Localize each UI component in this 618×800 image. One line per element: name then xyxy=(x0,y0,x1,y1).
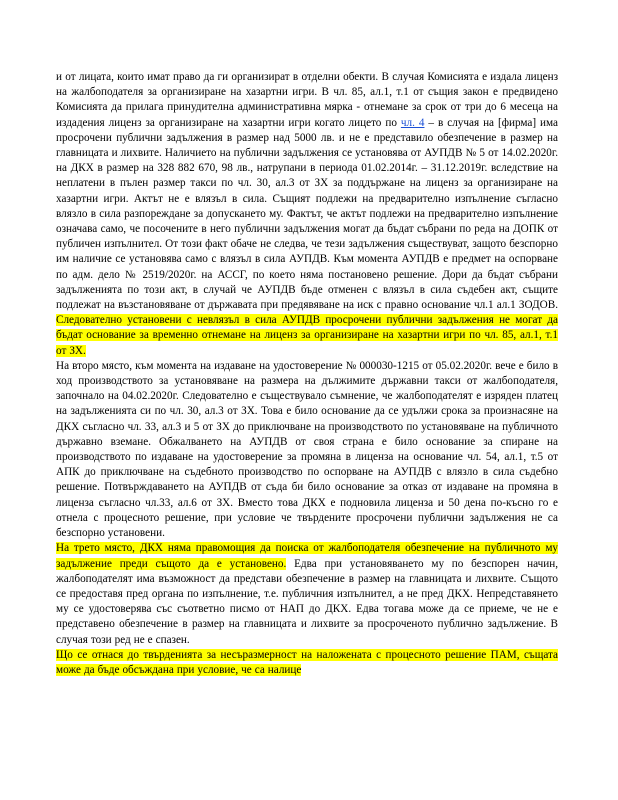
law-article-link[interactable]: чл. 4 xyxy=(400,116,425,129)
paragraph-text: Едва при установяването му по безспорен начин, жалбоподателят има възможност да представи обезпечение в размер на главницата и лихвите. Същото се предоставя пред органа по изпълнение, т.е. публичния изпълнител, а не пред ДКХ. Непредставянето му се удостоверява със съответно писмо от НАП до ДКХ. Едва тогава може да се приеме, че не е представено обезпечение в размер на главницата и лихвите за просроченото публично задължение. В случая този ред не е спазен. xyxy=(56,557,558,646)
paragraph-license-revocation xyxy=(56,70,558,359)
paragraph-text: и от лицата, които имат право да ги организират в отделни обекти. В случая Комисията е издала лиценз на жалбоподателя за организиране на хазартни игри. В чл. 85, ал.1, т.1 от същия закон е предвидено Комисията да прилага принудителна административна мярка - отнемане за срок от три до 6 месеца на издадения лиценз за организиране на хазартни игри когато лицето по xyxy=(56,71,558,129)
paragraph-text: – в случая на [фирма] има просрочени публични задължения в размер над 5000 лв. и не е представило обезпечение в размер на главницата и лихвите. Наличието на публични задължения се установява от АУПДВ № 5 от 14.02.2020г. на ДКХ в размер на 328 882 670, 98 лв., натрупани в периода 01.02.2014г. – 31.12.2019г. вследствие на неплатени в пълен размер такси по чл. 30, ал.3 от ЗХ за поддържане на лиценз за организиране на хазартни игри. Актът не е влязъл в сила. Същият подлежи на предварително изпълнение съгласно влязло в сила разпореждане за допускането му. Фактът, че актът подлежи на предварително изпълнение означава само, че посочените в него публични задължения могат да бъдат събрани по реда на ДОПК от публичен изпълнител. От този факт обаче не следва, че тези задължения съществуват, защото безспорно им наличие се установява само с влязъл в сила АУПДВ. Към момента АУПДВ е предмет на оспорване по адм. дело № 2519/2020г. на АССГ, по което няма постановено решение. Дори да бъдат събрани задълженията по този акт, в случай че АУПДВ бъде отменен с влязъл в сила съдебен акт, същите подлежат на възстановяване от държавата при предявяване на иск с правно основание чл.1 ал.1 ЗОДОВ. xyxy=(56,116,558,312)
paragraph-third-point xyxy=(56,541,558,647)
highlighted-third-point: На трето място, ДКХ няма правомощия да поиска от жалбоподателя обезпечение на публичното му задължение преди същото да е установено. xyxy=(56,542,558,570)
highlighted-conclusion: Следователно установени с невлязъл в сила АУПДВ просрочени публични задължения не могат да бъдат основание за временно отнемане на лиценз за организиране на хазартни игри по чл. 85, ал.1, т.1 от ЗХ. xyxy=(56,314,558,357)
paragraph-second-point: На второ място, към момента на издаване на удостоверение № 000030-1215 от 05.02.2020г. вече е било в ход производството за установяване на размера на дължимите държавни такси от жалбоподателя, започнало на 04.02.2020г. Следователно е съществувало съмнение, че жалбоподателят е изряден платец на задълженията си по чл. 30, ал.3 от ЗХ. Това е било основание да се удължи срока за произнасяне на ДКХ съгласно чл. 33, ал.3 и 5 от ЗХ до приключване на производството по установяване на публичното държавно вземане. Обжалването на АУПДВ от своя страна е било основание за спиране на производството по издаване на удостоверение за промяна в лиценза на основание чл. 54, ал.1, т.5 от АПК до приключване на съдебното производство по оспорване на АУПДВ с влязло в сила съдебно решение. Потвърждаването на АУПДВ от съда би било основание за отказ от издаване на промяна в лиценза съгласно чл.33, ал.6 от ЗХ. Вместо това ДКХ е подновила лиценза и 50 дена по-късно го е отнела с процесното решение, при условие че твърдените просрочени публични задължения не са безспорно установени. xyxy=(56,359,558,540)
highlighted-proportionality: Що се отнася до твърденията за несъразмерност на наложената с процесното решение ПАМ, същата може да бъде обсъждана при условие, че са налице xyxy=(56,648,558,676)
paragraph-proportionality xyxy=(56,648,558,678)
